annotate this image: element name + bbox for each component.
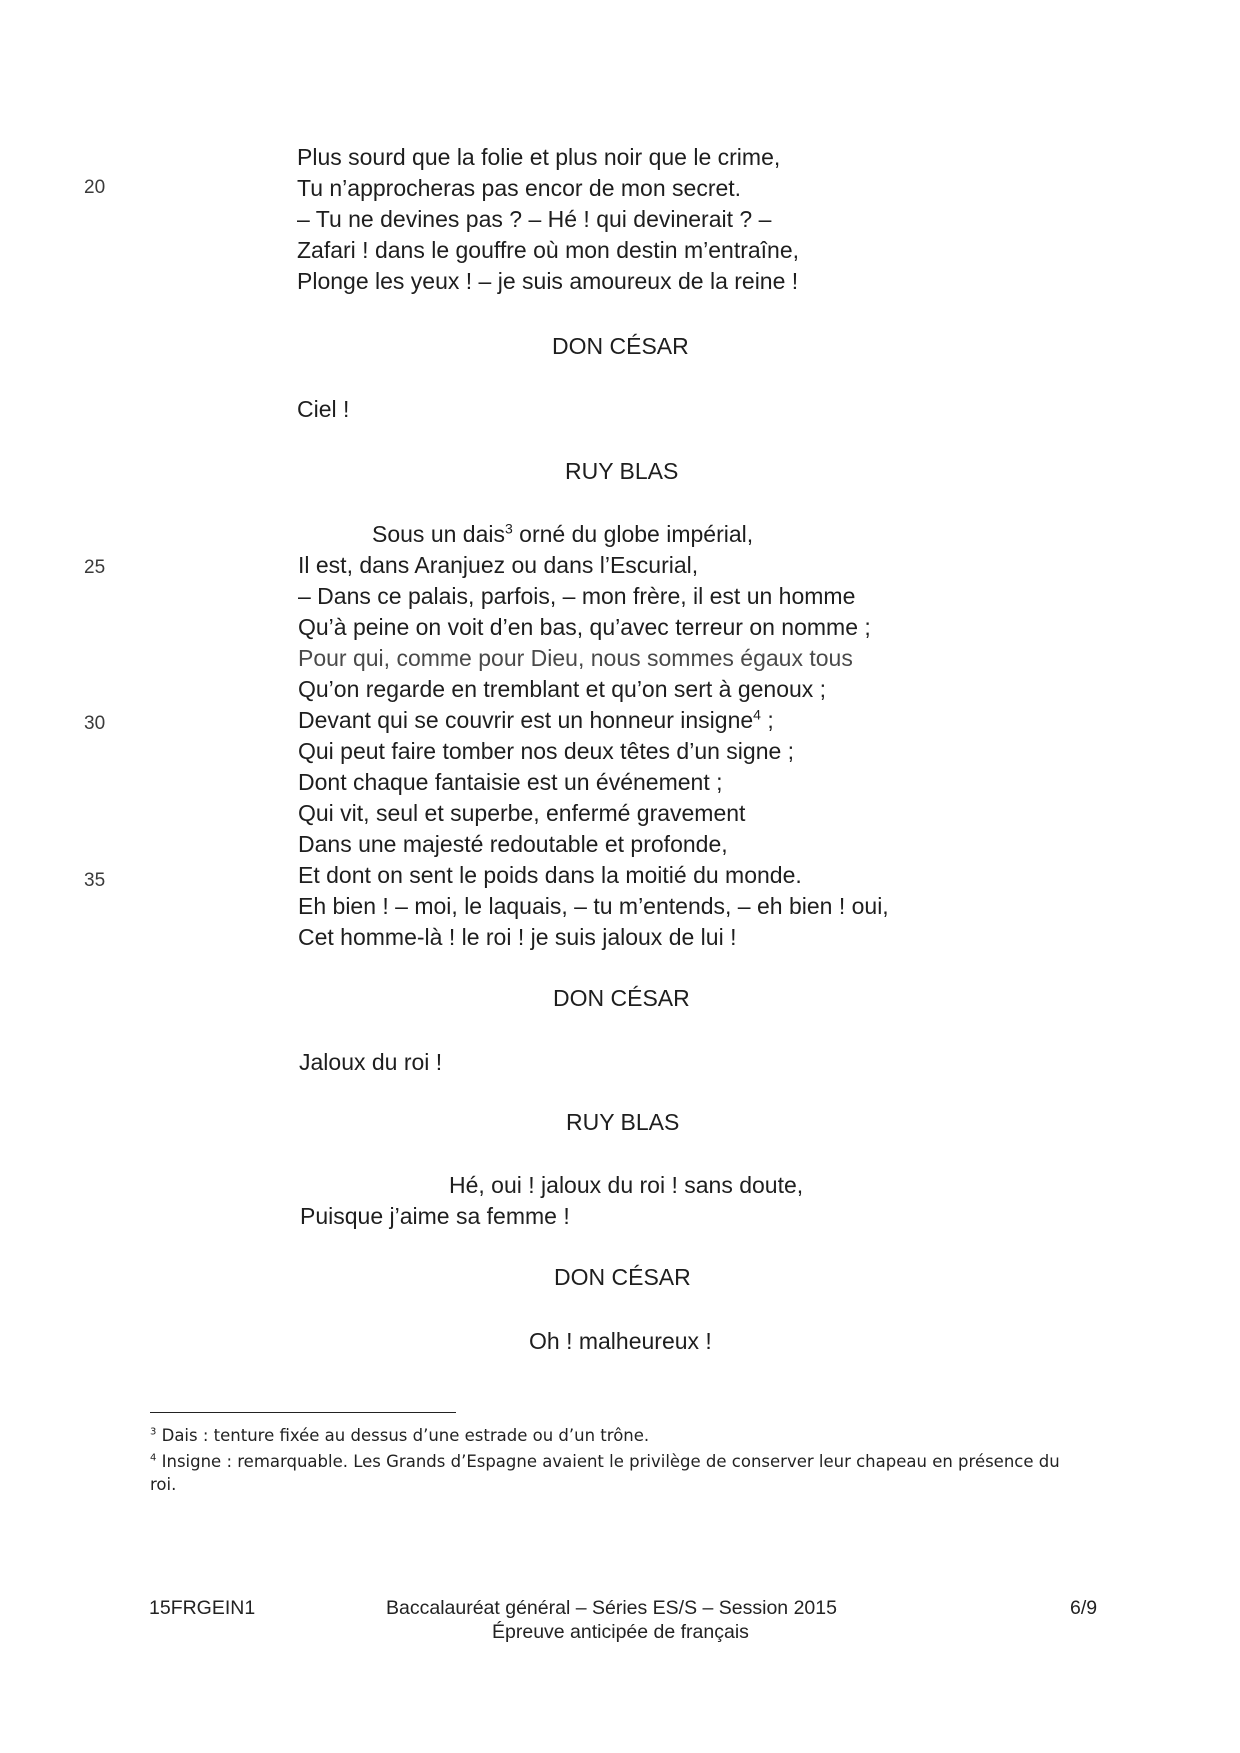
verse-line: – Tu ne devines pas ? – Hé ! qui devinerait ? – [297, 206, 772, 232]
verse-line: Qu’à peine on voit d’en bas, qu’avec terreur on nomme ; [298, 614, 871, 640]
footnote-separator [150, 1412, 456, 1413]
reply-line: Ciel ! [297, 396, 350, 422]
line-number: 25 [84, 557, 106, 578]
verse-line: Sous un dais$^3$ orné du globe impérial, [372, 520, 754, 547]
verse-line: Il est, dans Aranjuez ou dans l’Escurial, [298, 552, 699, 578]
reply-line: Jaloux du roi ! [299, 1049, 443, 1075]
line-number: 30 [84, 713, 106, 734]
verse-block-1 [297, 142, 799, 297]
speaker-name: RUY BLAS [565, 458, 679, 484]
verse-line: Cet homme-là ! le roi ! je suis jaloux de lui ! [298, 924, 737, 950]
speaker-name: RUY BLAS [566, 1109, 680, 1135]
verse-line: Devant qui se couvrir est un honneur insigne$^4$ ; [298, 706, 774, 733]
verse-line: Puisque j’aime sa femme ! [300, 1203, 570, 1229]
page-number: 6/9 [1070, 1597, 1098, 1619]
verse-line: Et dont on sent le poids dans la moitié du monde. [298, 862, 802, 888]
verse-block-2 [298, 550, 889, 953]
line-number: 20 [84, 177, 106, 198]
exam-subtitle: Épreuve anticipée de français [492, 1621, 749, 1643]
exam-title: Baccalauréat général – Séries ES/S – Session 2015 [386, 1597, 837, 1619]
footnote: $^3$ Dais : tenture fixée au dessus d’une estrade ou d’un trône. [150, 1426, 650, 1445]
footnote-marker: 4 [753, 706, 761, 723]
footnote-marker: 3 [504, 520, 513, 537]
verse-line: Dont chaque fantaisie est un événement ; [298, 769, 723, 795]
verse-line: Hé, oui ! jaloux du roi ! sans doute, [449, 1172, 804, 1198]
footnote: $^4$ Insigne : remarquable. Les Grands d’Espagne avaient le privilège de conserver leur chapeau en présence du [150, 1452, 1060, 1471]
verse-line: Zafari ! dans le gouffre où mon destin m’entraîne, [297, 237, 800, 263]
verse-line: Qui peut faire tomber nos deux têtes d’un signe ; [298, 738, 795, 764]
line-number: 35 [84, 870, 106, 891]
verse-line: Eh bien ! – moi, le laquais, – tu m’entends, – eh bien ! oui, [298, 893, 889, 919]
verse-line: – Dans ce palais, parfois, – mon frère, il est un homme [298, 583, 856, 609]
footnote-continuation: roi. [150, 1475, 177, 1494]
verse-line: Plonge les yeux ! – je suis amoureux de la reine ! [297, 268, 799, 294]
reply-line: Oh ! malheureux ! [529, 1328, 712, 1354]
speaker-name: DON CÉSAR [554, 1264, 691, 1290]
verse-line: Dans une majesté redoutable et profonde, [298, 831, 728, 857]
speaker-name: DON CÉSAR [552, 333, 689, 359]
verse-line: Qu’on regarde en tremblant et qu’on sert à genoux ; [298, 676, 827, 702]
verse-line: Tu n’approcheras pas encor de mon secret. [297, 175, 742, 201]
verse-line: Plus sourd que la folie et plus noir que le crime, [297, 144, 781, 170]
speaker-name: DON CÉSAR [553, 985, 690, 1011]
verse-line: Pour qui, comme pour Dieu, nous sommes égaux tous [298, 645, 853, 671]
document-code: 15FRGEIN1 [149, 1597, 256, 1619]
verse-line: Qui vit, seul et superbe, enfermé gravement [298, 800, 746, 826]
